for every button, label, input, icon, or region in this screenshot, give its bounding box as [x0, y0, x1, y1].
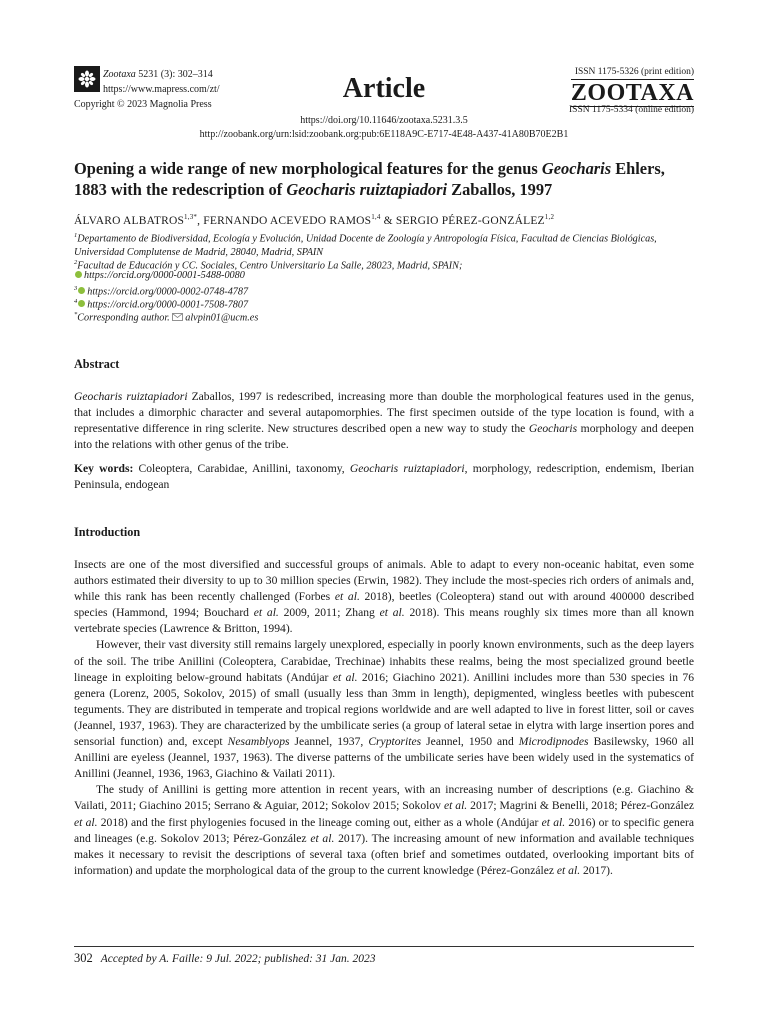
page-number: 302 — [74, 951, 93, 965]
flower-icon — [77, 69, 97, 89]
journal-name: Zootaxa — [103, 69, 136, 80]
page-footer — [74, 951, 376, 966]
doi-link[interactable]: https://doi.org/10.11646/zootaxa.5231.3.5 — [300, 115, 468, 126]
issn-online: ISSN 1175-5334 (online edition) — [569, 105, 694, 115]
orcid-icon — [78, 287, 85, 294]
zootaxa-brand: ZOOTAXA — [570, 80, 694, 106]
journal-url[interactable]: https://www.mapress.com/zt/ — [103, 84, 220, 95]
journal-citation — [103, 68, 213, 81]
author-list: ÁLVARO $ALBATROS^{1,3*}$, FERNANDO ACEVEDO RAMOS$^{1,4}$ & SERGIO PÉREZ-GONZÁLEZ$^{1,2}$ — [74, 213, 555, 227]
introduction-body — [74, 557, 694, 879]
title-genus: Geocharis — [541, 159, 612, 178]
abstract-text: Geocharis ruiztapiadori Zaballos, 1997 is redescribed, increasing more than double the morphological features used in the genus, that includes a dimorphic character and several autapomorphies. The first specimen outside of the type location is found, with a representative difference in ring sclerite. New structures described open a new way to study the Geocharis morphology and deepen into the relations with other genus of the tribe. — [74, 390, 694, 452]
email-icon — [172, 313, 183, 321]
intro-paragraph-1: Insects are one of the most diversified and successful groups of animals. Able to adapt to every non-oceanic habitat, even some authors estimated their diversity to up to 30 million species (Erwin, 1982). They include the most-species rich orders of animals and, while this rank has been recently challenged (Forbes et al. 2018), beetles (Coleoptera) stand out with around 400000 described species (Hammond, 1994; Bouchard et al. 2009, 2011; Zhang et al. 2018). This means roughly six times more than all known vertebrate species (Lawrence & Britton, 1994). — [74, 558, 695, 636]
author-1: ÁLVARO ALBATROS — [74, 214, 185, 227]
orcid-icon — [75, 271, 82, 278]
footer-rule — [74, 946, 694, 947]
affiliation-1: $^1$Departamento de Biodiversidad, Ecología y Evolución, Unidad Docente de Zoología y Antropología Física, Facultad de Ciencias Biológicas, Universidad Complutense de Madrid, 28040, Madrid, SPAIN — [74, 232, 657, 258]
title-species: Geocharis ruiztapiadori — [286, 180, 448, 199]
author-3: & SERGIO PÉREZ-GONZÁLEZ — [380, 214, 545, 227]
affiliation-2: $^2$Facultad de Educación y CC. Sociales, Centro Universitario La Salle, 28023, Madrid, SPAIN; — [74, 259, 463, 272]
email-link[interactable]: alvpin01@ucm.es — [185, 312, 259, 324]
abstract-heading: Abstract — [74, 357, 120, 371]
journal-logo — [74, 66, 100, 92]
article-title: Opening a wide range of new morphological features for the genus Geocharis Ehlers, 1883 with the redescription of Geocharis ruiztapiadori Zaballos, 1997 — [74, 159, 665, 199]
orcid-line-1[interactable]: https://orcid.org/0000-0001-5488-0080 — [74, 269, 694, 282]
article-label: Article — [342, 73, 426, 104]
zoobank-link[interactable]: http://zoobank.org/urn:lsid:zoobank.org:pub:6E118A9C-E717-4E48-A437-41A80B70E2B1 — [199, 129, 569, 140]
corresponding-author: *Corresponding author. alvpin01@ucm.es — [74, 311, 259, 324]
accepted-info: Accepted by A. Faille: 9 Jul. 2022; published: 31 Jan. 2023 — [100, 953, 376, 965]
intro-paragraph-3: The study of Anillini is getting more attention in recent years, with an increasing number of descriptions (e.g. Giachino & Vailati, 2011; Giachino 2015; Serrano & Aguiar, 2012; Sokolov 2015; Sokolov et al. 2017; Magrini & Benelli, 2018; Pérez-González et al. 2018) and the first phylogenies focused in the lineage coming out, either as a whole (Andújar et al. 2016) or to specific genera and lineages (e.g. Sokolov 2013; Pérez-González et al. 2017). The increasing amount of new information and available techniques makes it necessary to revisit the descriptions of several taxa (often brief and sometimes outdated, overlooking important bits of information) and update the morphological data of the group to the current knowledge (Pérez-González et al. 2017). — [74, 783, 694, 877]
copyright: Copyright © 2023 Magnolia Press — [74, 99, 212, 110]
orcid-line-3[interactable]: $^4$ https://orcid.org/0000-0001-7508-7807 — [74, 298, 249, 311]
orcid-line-2[interactable]: $^3$ https://orcid.org/0000-0002-0748-4787 — [74, 285, 249, 298]
keywords-label: Key words: — [74, 462, 134, 475]
author-2: , FERNANDO ACEVEDO RAMOS — [197, 214, 372, 227]
orcid-icon — [78, 300, 85, 307]
intro-paragraph-2: However, their vast diversity still remains largely unexplored, especially in poorly known environments, such as the deep layers of the soil. The tribe Anillini (Coleoptera, Carabidae, Trechinae) inhabits these realms, being the most specialized ground beetle lineage in exploiting below-ground habitats (Andújar et al. 2016; Giachino 2021). Anillini includes more than 530 species in 76 genera (Lorenz, 2005, Sokolov, 2015) of small (usually less than 3mm in length), depigmented, wingless beetles with pubescent teguments. They are distributed in temperate and tropical regions worldwide and are well adapted to live in forest litter, soil or caves (Jeannel, 1937, 1963). They are characterized by the umbilicate series (a group of lateral setae in elytra with large insertion pores and sensorial function) and, except Nesamblyops Jeannel, 1937, Cryptorites Jeannel, 1950 and Microdipnodes Basilewsky, 1960 all Anillini are eyeless (Jeannel, 1937, 1963). The diverse patterns of the umbilicate series have been widely used in the systematics of Anillini (Jeannel, 1936, 1963, Giachino & Vailati 2011). — [74, 638, 694, 781]
introduction-heading: Introduction — [74, 525, 141, 539]
issn-print: ISSN 1175-5326 (print edition) — [574, 67, 694, 77]
keywords: Key words: Coleoptera, Carabidae, Anillini, taxonomy, Geocharis ruiztapiadori, morphology, redescription, endemism, Iberian Peninsula, endogean — [74, 462, 694, 492]
volume-issue: 5231 (3): 302–314 — [138, 69, 213, 80]
